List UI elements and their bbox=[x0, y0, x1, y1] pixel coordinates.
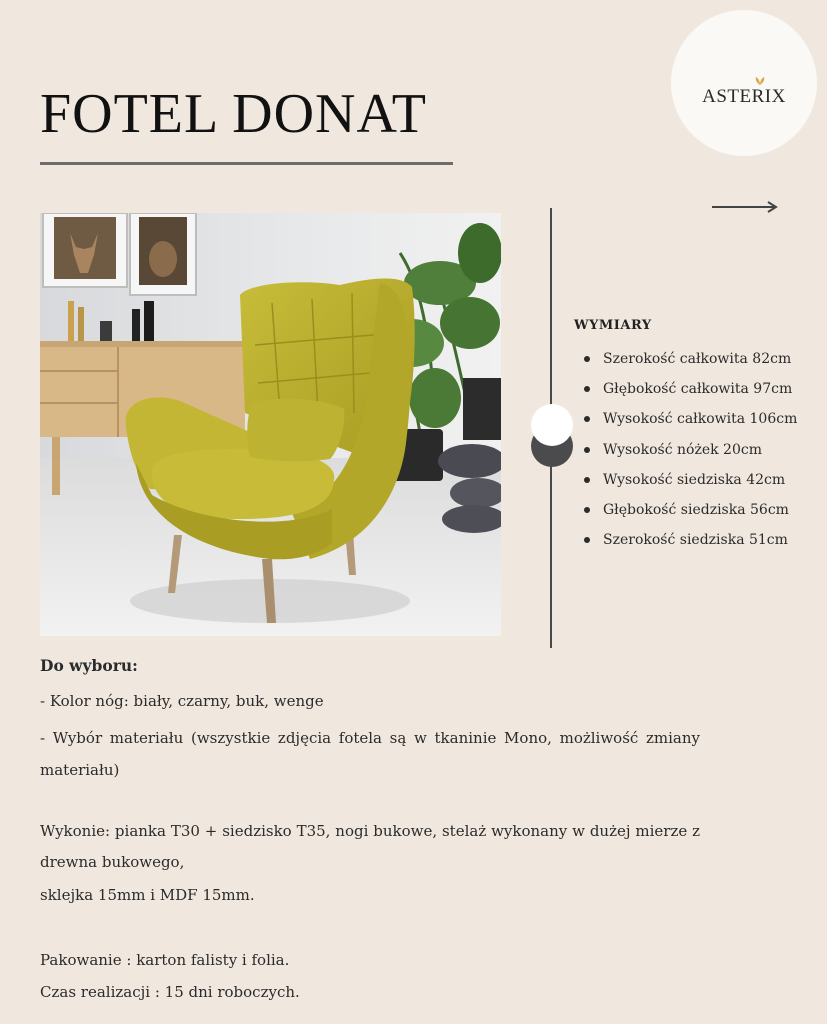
brand-logo bbox=[671, 10, 817, 156]
dimension-item: Wysokość siedziska 42cm bbox=[582, 465, 797, 495]
lead-time-text: Czas realizacji : 15 dni roboczych. bbox=[40, 983, 300, 1001]
dimensions-heading: WYMIARY bbox=[574, 318, 652, 333]
brand-name: ASTERIX bbox=[702, 86, 786, 107]
packaging-text: Pakowanie : karton falisty i folia. bbox=[40, 951, 290, 969]
dimension-item: Szerokość całkowita 82cm bbox=[582, 344, 797, 374]
dimensions-list bbox=[582, 344, 797, 555]
dimension-item: Głębokość siedziska 56cm bbox=[582, 495, 797, 525]
dimension-item: Głębokość całkowita 97cm bbox=[582, 374, 797, 404]
leaf-icon bbox=[754, 76, 766, 86]
dimension-item: Szerokość siedziska 51cm bbox=[582, 525, 797, 555]
material-option: - Wybór materiału (wszystkie zdjęcia fotela są w tkaninie Mono, możliwość zmiany materiału) bbox=[40, 729, 700, 779]
dimension-item: Wysokość nóżek 20cm bbox=[582, 435, 797, 465]
dimension-item: Wysokość całkowita 106cm bbox=[582, 404, 797, 434]
construction-materials: sklejka 15mm i MDF 15mm. bbox=[40, 886, 255, 904]
page-title: FOTEL DONAT bbox=[40, 83, 427, 145]
options-heading: Do wyboru: bbox=[40, 656, 138, 675]
product-photo bbox=[40, 213, 501, 636]
construction-text: Wykonie: pianka T30 + siedzisko T35, nogi bukowe, stelaż wykonany w dużej mierze z drewna bukowego, bbox=[40, 822, 700, 871]
arrow-right-icon bbox=[711, 198, 779, 216]
title-underline bbox=[40, 162, 453, 165]
legs-color-option: - Kolor nóg: biały, czarny, buk, wenge bbox=[40, 692, 324, 710]
timeline-dot-light bbox=[531, 404, 573, 446]
